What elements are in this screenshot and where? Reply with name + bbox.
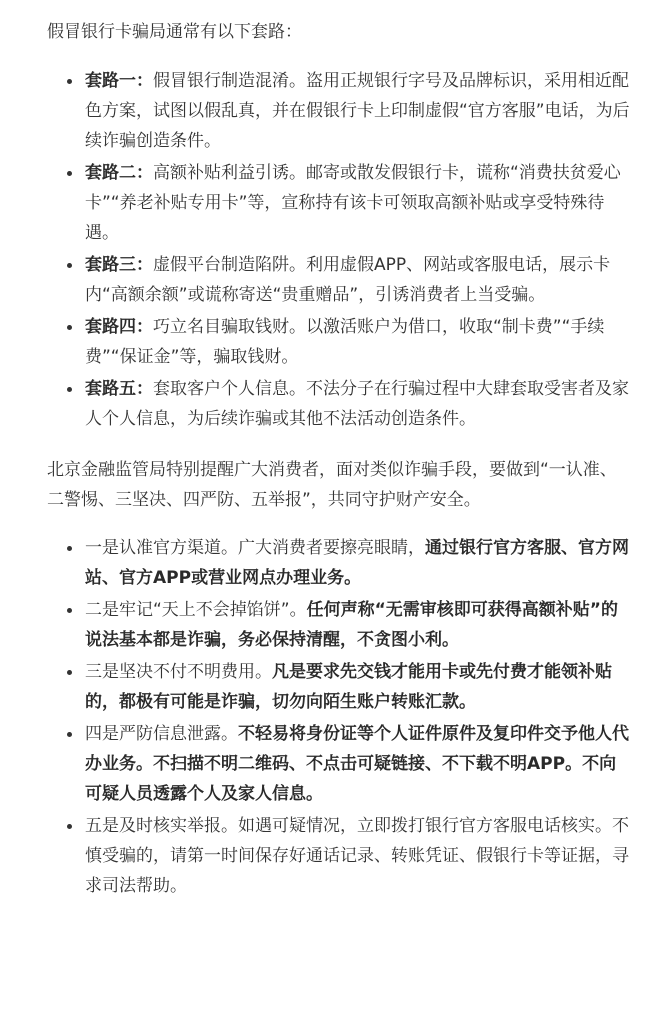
trick-text: 巧立名目骗取钱财。以激活账户为借口，收取“制卡费”“手续费”“保证金”等，骗取钱财。 bbox=[85, 317, 605, 367]
reminder-paragraph: 北京金融监管局特别提醒广大消费者，面对类似诈骗手段，要做到“一认准、二警惕、三坚决、四严防、五举报”，共同守护财产安全。 bbox=[47, 460, 617, 510]
bullet-dot-icon bbox=[67, 171, 72, 176]
bullet-dot-icon bbox=[67, 824, 72, 829]
bullet-dot-icon bbox=[67, 263, 72, 268]
bullet-dot-icon bbox=[67, 387, 72, 392]
bullet-dot-icon bbox=[67, 670, 72, 675]
bullet-dot-icon bbox=[67, 325, 72, 330]
intro-paragraph: 假冒银行卡骗局通常有以下套路： bbox=[47, 22, 302, 42]
tip-text: 二是牢记“天上不会掉馅饼”。 bbox=[85, 600, 307, 620]
list-item bbox=[47, 158, 633, 248]
tip-bold-text: 不轻易将身份证等个人证件原件及复印件交予他人代办业务。不扫描不明二维码、不点击可疑链接、不下载不明APP。不向可疑人员透露个人及家人信息。 bbox=[85, 724, 629, 804]
list-item bbox=[47, 811, 633, 901]
tip-bold-text: 任何声称“无需审核即可获得高额补贴”的说法基本都是诈骗，务必保持清醒，不贪图小利。 bbox=[85, 600, 618, 650]
trick-text: 假冒银行制造混淆。盗用正规银行字号及品牌标识，采用相近配色方案，试图以假乱真，并在假银行卡上印制虚假“官方客服”电话，为后续诈骗创造条件。 bbox=[85, 71, 630, 151]
list-item bbox=[47, 250, 633, 310]
tip-text: 三是坚决不付不明费用。 bbox=[85, 662, 272, 682]
list-item bbox=[47, 719, 633, 809]
trick-text: 套取客户个人信息。不法分子在行骗过程中大肆套取受害者及家人个人信息，为后续诈骗或其他不法活动创造条件。 bbox=[85, 379, 629, 429]
tip-text: 四是严防信息泄露。 bbox=[85, 724, 238, 744]
trick-title: 套路三： bbox=[85, 255, 153, 275]
trick-title: 套路一： bbox=[85, 71, 153, 91]
list-item bbox=[47, 312, 633, 372]
trick-title: 套路五： bbox=[85, 379, 153, 399]
trick-title: 套路四： bbox=[85, 317, 153, 337]
list-item bbox=[47, 533, 633, 593]
bullet-dot-icon bbox=[67, 608, 72, 613]
list-item bbox=[47, 374, 633, 434]
tip-bold-text: 通过银行官方客服、官方网站、官方APP或营业网点办理业务。 bbox=[85, 538, 629, 588]
tip-text: 五是及时核实举报。如遇可疑情况，立即拨打银行官方客服电话核实。不慎受骗的，请第一时间保存好通话记录、转账凭证、假银行卡等证据，寻求司法帮助。 bbox=[85, 816, 629, 896]
list-item bbox=[47, 66, 633, 156]
tip-bold-text: 凡是要求先交钱才能用卡或先付费才能领补贴的，都极有可能是诈骗，切勿向陌生账户转账汇款。 bbox=[85, 662, 612, 712]
tips-list bbox=[47, 533, 633, 901]
trick-title: 套路二： bbox=[85, 163, 153, 183]
list-item bbox=[47, 657, 633, 717]
bullet-dot-icon bbox=[67, 546, 72, 551]
trick-text: 高额补贴利益引诱。邮寄或散发假银行卡，谎称“消费扶贫爱心卡”“养老补贴专用卡”等，宣称持有该卡可领取高额补贴或享受特殊待遇。 bbox=[85, 163, 621, 243]
bullet-dot-icon bbox=[67, 732, 72, 737]
bullet-dot-icon bbox=[67, 79, 72, 84]
list-item bbox=[47, 595, 633, 655]
tricks-list bbox=[47, 66, 633, 434]
tip-text: 一是认准官方渠道。广大消费者要擦亮眼睛， bbox=[85, 538, 425, 558]
trick-text: 虚假平台制造陷阱。利用虚假APP、网站或客服电话，展示卡内“高额余额”或谎称寄送“贵重赠品”，引诱消费者上当受骗。 bbox=[85, 255, 611, 305]
